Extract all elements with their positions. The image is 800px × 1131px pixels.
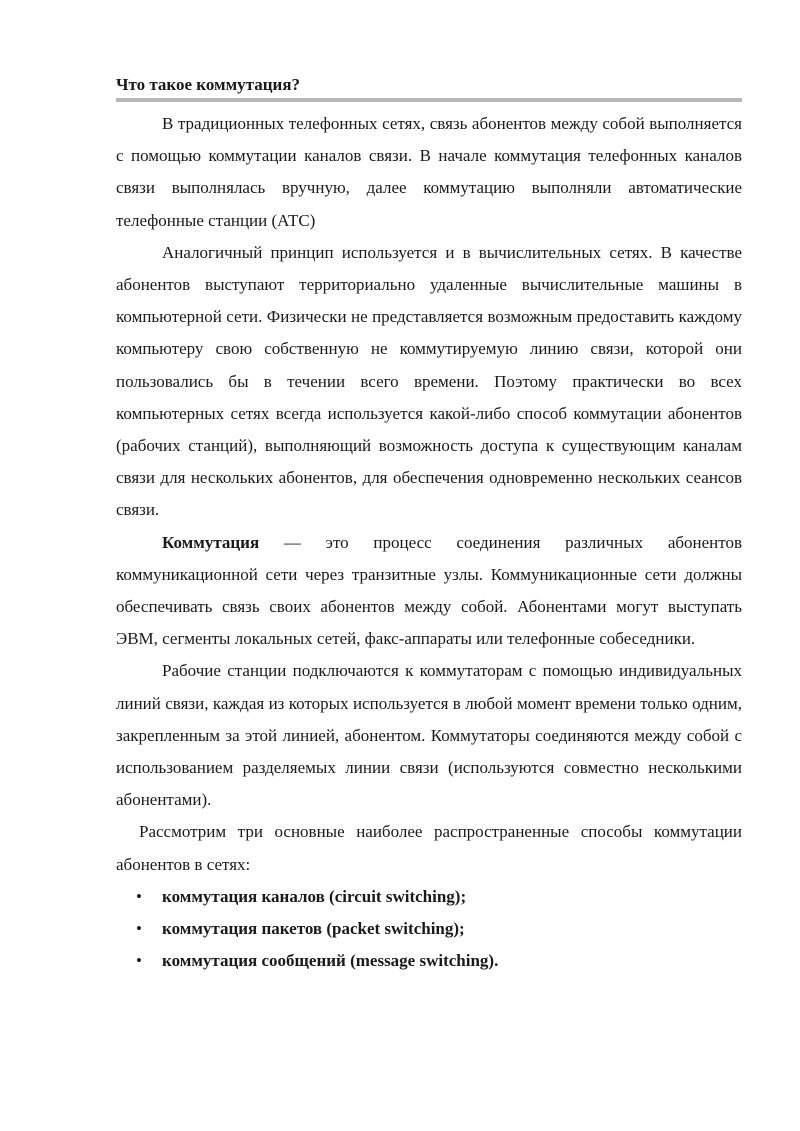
paragraph-definition	[116, 527, 742, 656]
paragraph-telephone-networks: В традиционных телефонных сетях, связь абонентов между собой выполняется с помощью коммутации каналов связи. В начале коммутация телефонных каналов связи выполнялась вручную, далее коммутацию выполняли автоматические телефонные станции (АТС)	[116, 114, 742, 230]
document-page	[116, 74, 742, 977]
paragraph-computer-networks: Аналогичный принцип используется и в вычислительных сетях. В качестве абонентов выступают территориально удаленные вычислительные машины в компьютерной сети. Физически не представляется возможным предоставить каждому компьютеру свою собственную не коммутируемую линию связи, которой они пользовались бы в течении всего времени. Поэтому практически во всех компьютерных сетях всегда используется какой-либо способ коммутации абонентов (рабочих станций), выполняющий возможность доступа к существующим каналам связи для нескольких абонентов, для обеспечения одновременно нескольких сеансов связи.	[116, 242, 742, 520]
section-heading: Что такое коммутация?	[116, 74, 742, 102]
bullet-icon: •	[136, 886, 142, 906]
list-item	[116, 881, 742, 913]
list-item-text: коммутация сообщений (message switching).	[162, 951, 499, 971]
definition-text: — это процесс соединения различных абонентов коммуникационной сети через транзитные узлы. Коммуникационные сети должны обеспечивать связь своих абонентов между собой. Абонентами могут выступать ЭВМ, сегменты локальных сетей, факс-аппараты или телефонные собеседники.	[116, 532, 742, 649]
list-item	[116, 913, 742, 945]
paragraph-workstations: Рабочие станции подключаются к коммутаторам с помощью индивидуальных линий связи, каждая из которых используется в любой момент времени только одним, закрепленным за этой линией, абонентом. Коммутаторы соединяются между собой с использованием разделяемых линии связи (используются совместно несколькими абонентами).	[116, 661, 742, 810]
list-item-text: коммутация пакетов (packet switching);	[162, 919, 465, 939]
paragraph-list-intro: Рассмотрим три основные наиболее распространенные способы коммутации абонентов в сетях:	[116, 822, 742, 874]
definition-term: Коммутация	[162, 532, 260, 552]
switching-methods-list	[116, 881, 742, 978]
list-item	[116, 945, 742, 977]
bullet-icon: •	[136, 951, 142, 971]
bullet-icon: •	[136, 919, 142, 939]
list-item-text: коммутация каналов (circuit switching);	[162, 886, 467, 906]
